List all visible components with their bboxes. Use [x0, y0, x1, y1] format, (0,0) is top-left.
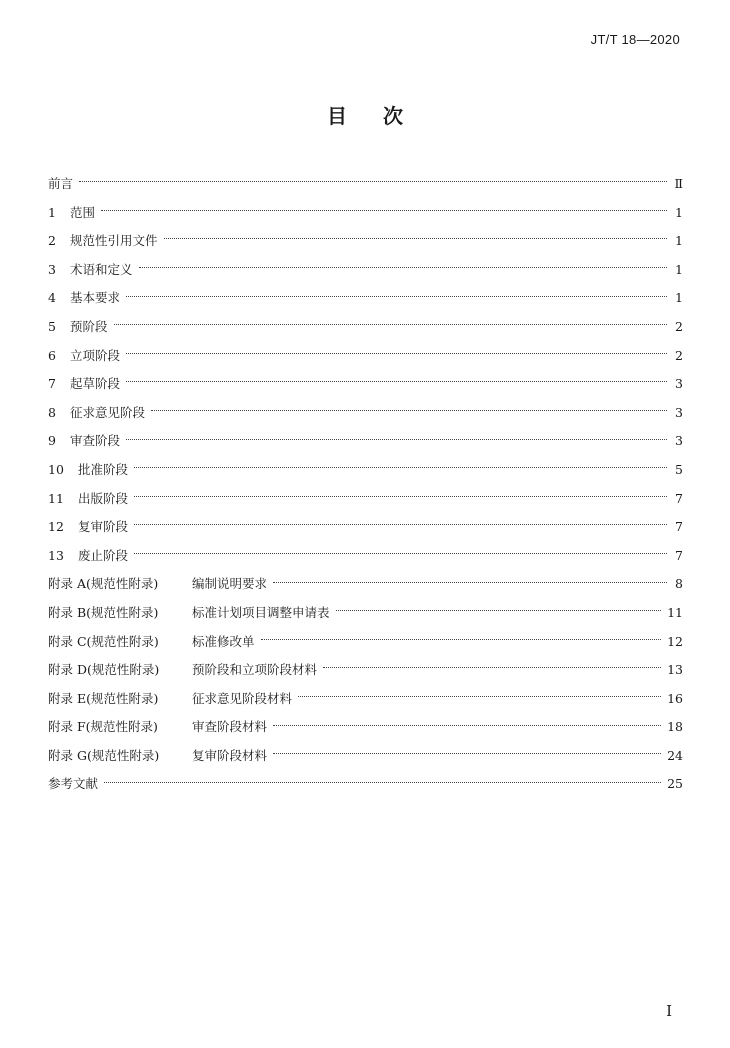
toc-entry-number: 6: [48, 347, 56, 363]
toc-entry[interactable]: [48, 284, 683, 313]
toc-entry-page: 25: [667, 776, 683, 792]
toc-leader-dots: [134, 495, 667, 497]
document-code: JT/T 18—2020: [590, 32, 680, 47]
toc-entry-number: 10: [48, 461, 64, 477]
toc-entry-number: 3: [48, 261, 56, 277]
toc-entry-page: 3: [675, 404, 683, 420]
toc-appendix-title: 标准计划项目调整申请表: [192, 604, 330, 620]
toc-leader-dots: [261, 638, 662, 640]
toc-leader-dots: [323, 666, 661, 668]
toc-entry-label: 批准阶段: [78, 461, 129, 477]
toc-entry-label: 出版阶段: [78, 490, 129, 506]
toc-entry-page: 1: [675, 261, 683, 277]
toc-appendix-entry[interactable]: [48, 628, 683, 657]
toc-leader-dots: [126, 380, 667, 382]
toc-appendix-label: 附录 D(规范性附录): [48, 662, 160, 678]
toc-appendix-title: 复审阶段材料: [192, 747, 268, 763]
toc-entry[interactable]: [48, 199, 683, 228]
toc-entry[interactable]: [48, 313, 683, 342]
toc-entry[interactable]: [48, 256, 683, 285]
toc-entry-number: 12: [48, 519, 64, 535]
toc-leader-dots: [134, 466, 667, 468]
toc-appendix-title: 标准修改单: [192, 633, 255, 649]
toc-entry-label: 术语和定义: [70, 261, 133, 277]
toc-entry-number: 2: [48, 233, 56, 249]
toc-leader-dots: [114, 323, 667, 325]
toc-appendix-entry[interactable]: [48, 742, 683, 771]
toc-entry[interactable]: [48, 427, 683, 456]
toc-leader-dots: [151, 409, 667, 411]
toc-entry-page: 7: [675, 547, 683, 563]
toc-entry-number: 9: [48, 433, 56, 449]
toc-entry-page: Ⅱ: [674, 176, 683, 191]
toc-entry-bibliography[interactable]: [48, 770, 683, 799]
toc-leader-dots: [101, 209, 667, 211]
toc-entry[interactable]: [48, 485, 683, 514]
toc-leader-dots: [126, 438, 667, 440]
toc-leader-dots: [139, 266, 667, 268]
toc-entry-number: 7: [48, 376, 56, 392]
toc-appendix-entry[interactable]: [48, 599, 683, 628]
toc-appendix-title: 审查阶段材料: [192, 719, 268, 735]
toc-entry-page: 1: [675, 233, 683, 249]
page-number: Ⅰ: [666, 1002, 672, 1020]
toc-entry-number: 1: [48, 204, 56, 220]
toc-appendix-label: 附录 A(规范性附录): [48, 576, 159, 592]
toc-entry[interactable]: [48, 513, 683, 542]
toc-entry-number: 5: [48, 318, 56, 334]
toc-entry-page: 24: [667, 747, 683, 763]
toc-entry-page: 2: [675, 318, 683, 334]
page-title: 目次: [327, 104, 439, 128]
toc-leader-dots: [126, 295, 667, 297]
table-of-contents: [48, 170, 683, 799]
toc-entry-foreword[interactable]: [48, 170, 683, 199]
toc-entry-label: 征求意见阶段: [70, 404, 146, 420]
toc-entry[interactable]: [48, 399, 683, 428]
toc-leader-dots: [126, 352, 667, 354]
toc-leader-dots: [336, 609, 662, 611]
toc-appendix-title: 预阶段和立项阶段材料: [192, 662, 318, 678]
toc-entry-page: 13: [667, 662, 683, 678]
toc-appendix-title: 编制说明要求: [192, 576, 268, 592]
toc-entry-number: 8: [48, 404, 56, 420]
toc-entry-page: 16: [667, 690, 683, 706]
toc-entry-label: 立项阶段: [70, 347, 121, 363]
toc-entry-label: 审查阶段: [70, 433, 121, 449]
toc-entry-page: 3: [675, 433, 683, 449]
toc-entry-page: 2: [675, 347, 683, 363]
toc-leader-dots: [273, 581, 667, 583]
toc-appendix-label: 附录 C(规范性附录): [48, 633, 159, 649]
toc-appendix-title: 征求意见阶段材料: [192, 690, 293, 706]
toc-leader-dots: [273, 752, 661, 754]
toc-entry-page: 3: [675, 376, 683, 392]
toc-entry[interactable]: [48, 227, 683, 256]
toc-leader-dots: [273, 724, 661, 726]
toc-entry-label: 参考文献: [48, 776, 99, 792]
toc-entry-label: 规范性引用文件: [70, 233, 158, 249]
toc-leader-dots: [79, 180, 667, 182]
toc-entry[interactable]: [48, 542, 683, 571]
toc-appendix-entry[interactable]: [48, 656, 683, 685]
toc-leader-dots: [164, 237, 667, 239]
toc-entry[interactable]: [48, 342, 683, 371]
toc-leader-dots: [134, 552, 667, 554]
toc-entry[interactable]: [48, 456, 683, 485]
toc-entry-label: 预阶段: [70, 318, 108, 334]
toc-entry-page: 11: [667, 604, 683, 620]
toc-entry-label: 起草阶段: [70, 376, 121, 392]
toc-leader-dots: [104, 781, 661, 783]
toc-entry-page: 18: [667, 719, 683, 735]
toc-entry-page: 1: [675, 290, 683, 306]
toc-appendix-label: 附录 B(规范性附录): [48, 604, 159, 620]
toc-entry-page: 8: [675, 576, 683, 592]
toc-leader-dots: [298, 695, 661, 697]
toc-appendix-entry[interactable]: [48, 713, 683, 742]
toc-entry-page: 7: [675, 490, 683, 506]
toc-entry-page: 7: [675, 519, 683, 535]
toc-appendix-entry[interactable]: [48, 570, 683, 599]
toc-entry-label: 复审阶段: [78, 519, 129, 535]
toc-appendix-label: 附录 E(规范性附录): [48, 690, 159, 706]
toc-entry-number: 4: [48, 290, 56, 306]
toc-entry[interactable]: [48, 370, 683, 399]
toc-entry-number: 13: [48, 547, 64, 563]
toc-entry-number: 11: [48, 490, 64, 506]
toc-entry-page: 1: [675, 204, 683, 220]
toc-entry-label: 范围: [70, 204, 96, 220]
toc-entry-page: 5: [675, 461, 683, 477]
toc-appendix-entry[interactable]: [48, 685, 683, 714]
toc-entry-label: 基本要求: [70, 290, 121, 306]
toc-entry-label: 废止阶段: [78, 547, 129, 563]
toc-entry-label: 前言: [48, 176, 74, 191]
toc-leader-dots: [134, 523, 667, 525]
toc-appendix-label: 附录 G(规范性附录): [48, 747, 160, 763]
toc-entry-page: 12: [667, 633, 683, 649]
toc-appendix-label: 附录 F(规范性附录): [48, 719, 158, 735]
